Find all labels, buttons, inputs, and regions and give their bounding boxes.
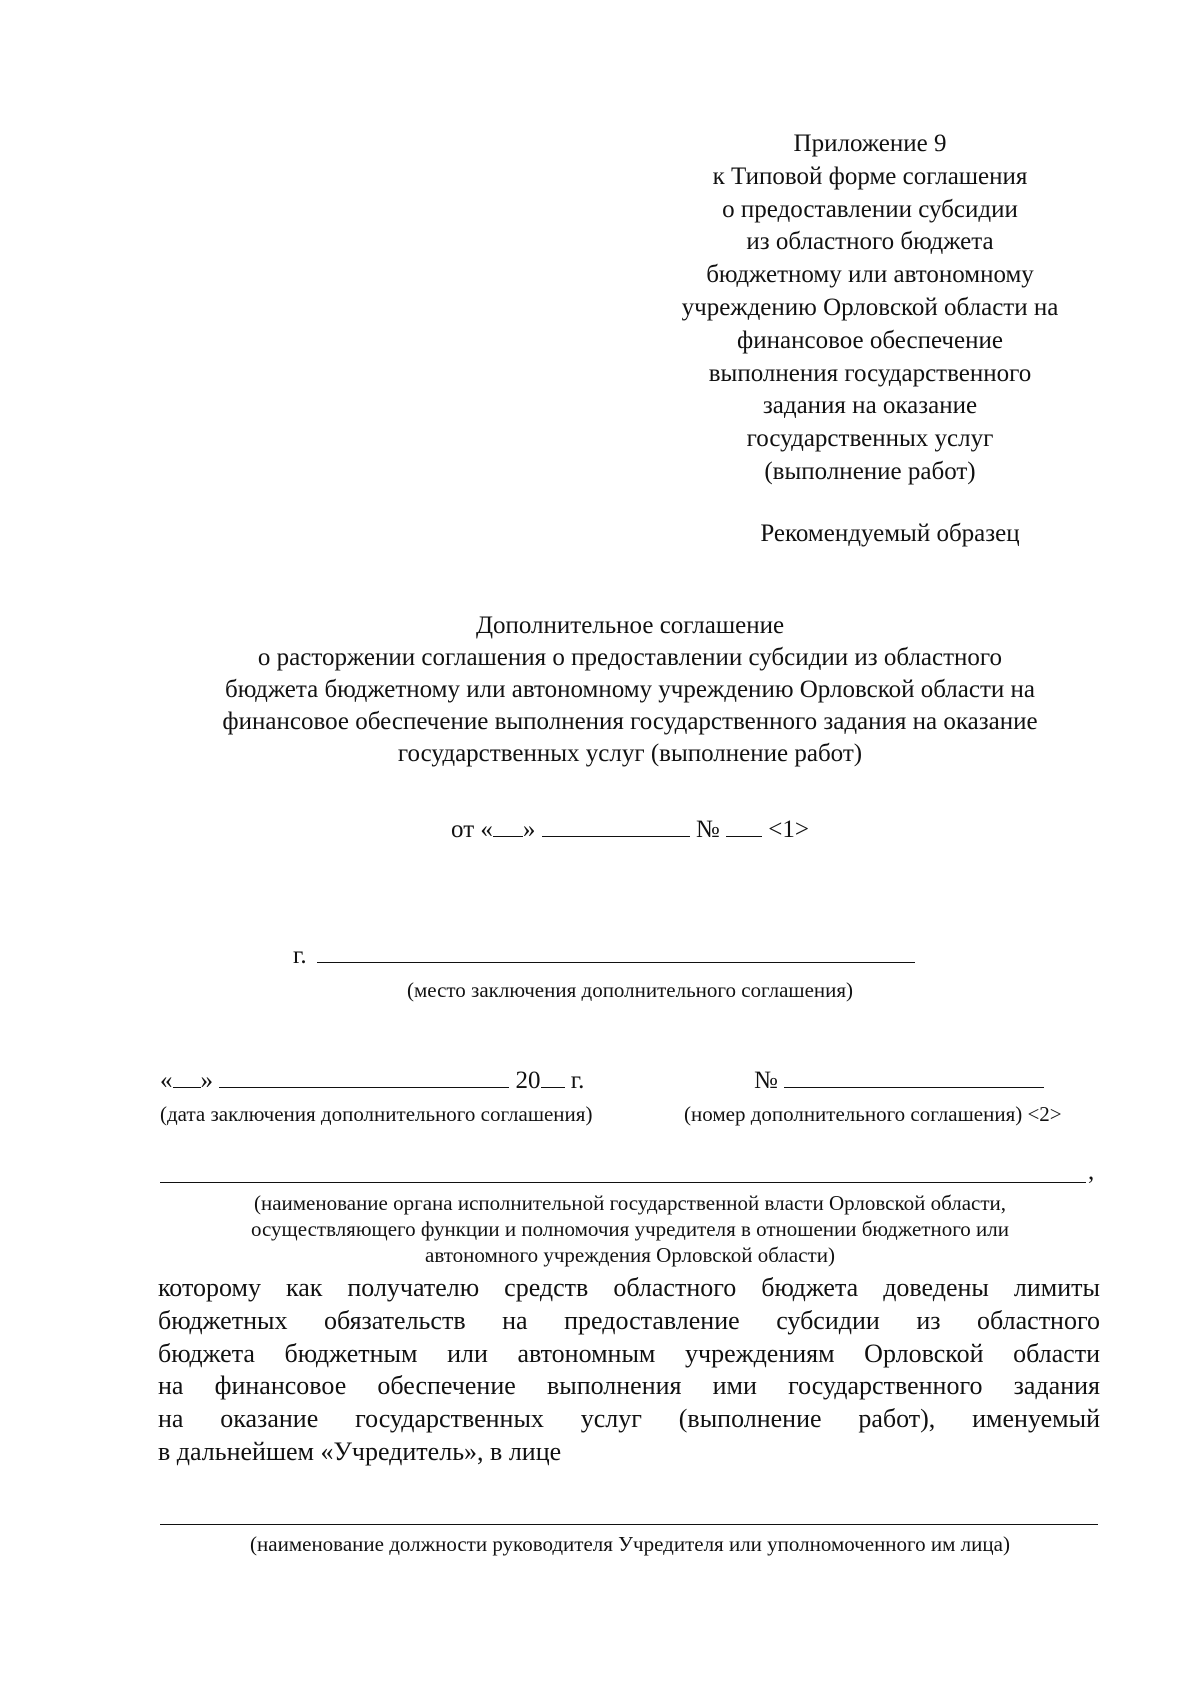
organ-name-blank[interactable] xyxy=(160,1182,1086,1183)
appendix-line: из областного бюджета xyxy=(746,228,994,256)
year-blank[interactable] xyxy=(541,1067,565,1088)
agreement-number-blank[interactable] xyxy=(784,1067,1044,1088)
sample-label: Рекомендуемый образец xyxy=(760,520,1020,547)
year-prefix: 20 xyxy=(515,1067,541,1094)
city-prefix: г. xyxy=(293,942,307,969)
date-quote-open: « xyxy=(160,1067,173,1094)
place-caption: (место заключения дополнительного соглашения) xyxy=(406,978,854,1002)
title-line: бюджета бюджетному или автономному учреждению Орловской области на xyxy=(225,676,1035,703)
organ-caption-line: осуществляющего функции и полномочия учредителя в отношении бюджетного или xyxy=(250,1217,1010,1241)
body-line: которому как получателю средств областного бюджета доведены лимиты xyxy=(158,1273,1100,1302)
title-line: государственных услуг (выполнение работ) xyxy=(397,740,863,767)
date-quote-close: » xyxy=(200,1067,213,1094)
from-date-line xyxy=(160,816,1100,844)
appendix-line: Приложение 9 xyxy=(793,130,947,157)
from-month-blank[interactable] xyxy=(542,816,690,837)
organ-caption-line: (наименование органа исполнительной государственной власти Орловской области, xyxy=(253,1191,1007,1215)
title-line: финансовое обеспечение выполнения государственного задания на оказание xyxy=(222,708,1038,735)
appendix-line: финансовое обеспечение xyxy=(737,326,1003,354)
number-sign: № xyxy=(754,1067,778,1094)
from-number-blank[interactable] xyxy=(726,816,762,837)
number-caption: (номер дополнительного соглашения) <2> xyxy=(684,1102,1062,1126)
appendix-line: (выполнение работ) xyxy=(764,457,976,485)
body-line: бюджета бюджетным или автономным учреждениям Орловской области xyxy=(158,1338,1100,1368)
date-month-blank[interactable] xyxy=(219,1067,509,1088)
body-line: на финансовое обеспечение выполнения ими государственного задания xyxy=(158,1371,1100,1401)
appendix-line: государственных услуг xyxy=(746,425,994,453)
appendix-line: бюджетному или автономному xyxy=(706,261,1034,289)
head-caption: (наименование должности руководителя Учредителя или уполномоченного им лица) xyxy=(250,1532,1010,1556)
agreement-number-line xyxy=(754,1067,1044,1095)
appendix-header xyxy=(660,128,1080,489)
organ-comma: , xyxy=(1088,1158,1095,1185)
year-suffix: г. xyxy=(570,1067,585,1094)
head-position-blank[interactable] xyxy=(160,1524,1098,1525)
date-caption: (дата заключения дополнительного соглашения) xyxy=(160,1102,593,1126)
body-line: в дальнейшем «Учредитель», в лице xyxy=(158,1436,562,1466)
organ-caption xyxy=(160,1190,1100,1268)
appendix-line: учреждению Орловской области на xyxy=(681,293,1059,321)
title-line: о расторжении соглашения о предоставлении субсидии из областного xyxy=(257,644,1003,671)
appendix-line: к Типовой форме соглашения xyxy=(712,162,1028,190)
from-prefix: от « xyxy=(451,816,493,843)
place-line xyxy=(293,942,915,970)
footnote-ref-1: <1> xyxy=(768,816,809,843)
body-line: на оказание государственных услуг (выполнение работ), именуемый xyxy=(158,1404,1100,1434)
body-paragraph xyxy=(158,1272,1100,1469)
from-number-sign: № xyxy=(695,816,720,843)
appendix-line: задания на оказание xyxy=(762,392,978,420)
agreement-title xyxy=(150,610,1110,770)
body-line: бюджетных обязательств на предоставление субсидии из областного xyxy=(158,1305,1100,1335)
appendix-line: о предоставлении субсидии xyxy=(722,195,1018,223)
from-day-blank[interactable] xyxy=(493,816,523,837)
appendix-line: выполнения государственного xyxy=(708,359,1032,387)
place-blank[interactable] xyxy=(317,942,915,963)
date-day-blank[interactable] xyxy=(173,1067,201,1088)
date-line xyxy=(160,1067,584,1095)
from-quote-close: » xyxy=(522,816,536,843)
title-line: Дополнительное соглашение xyxy=(475,612,785,639)
organ-caption-line: автономного учреждения Орловской области) xyxy=(425,1243,835,1267)
